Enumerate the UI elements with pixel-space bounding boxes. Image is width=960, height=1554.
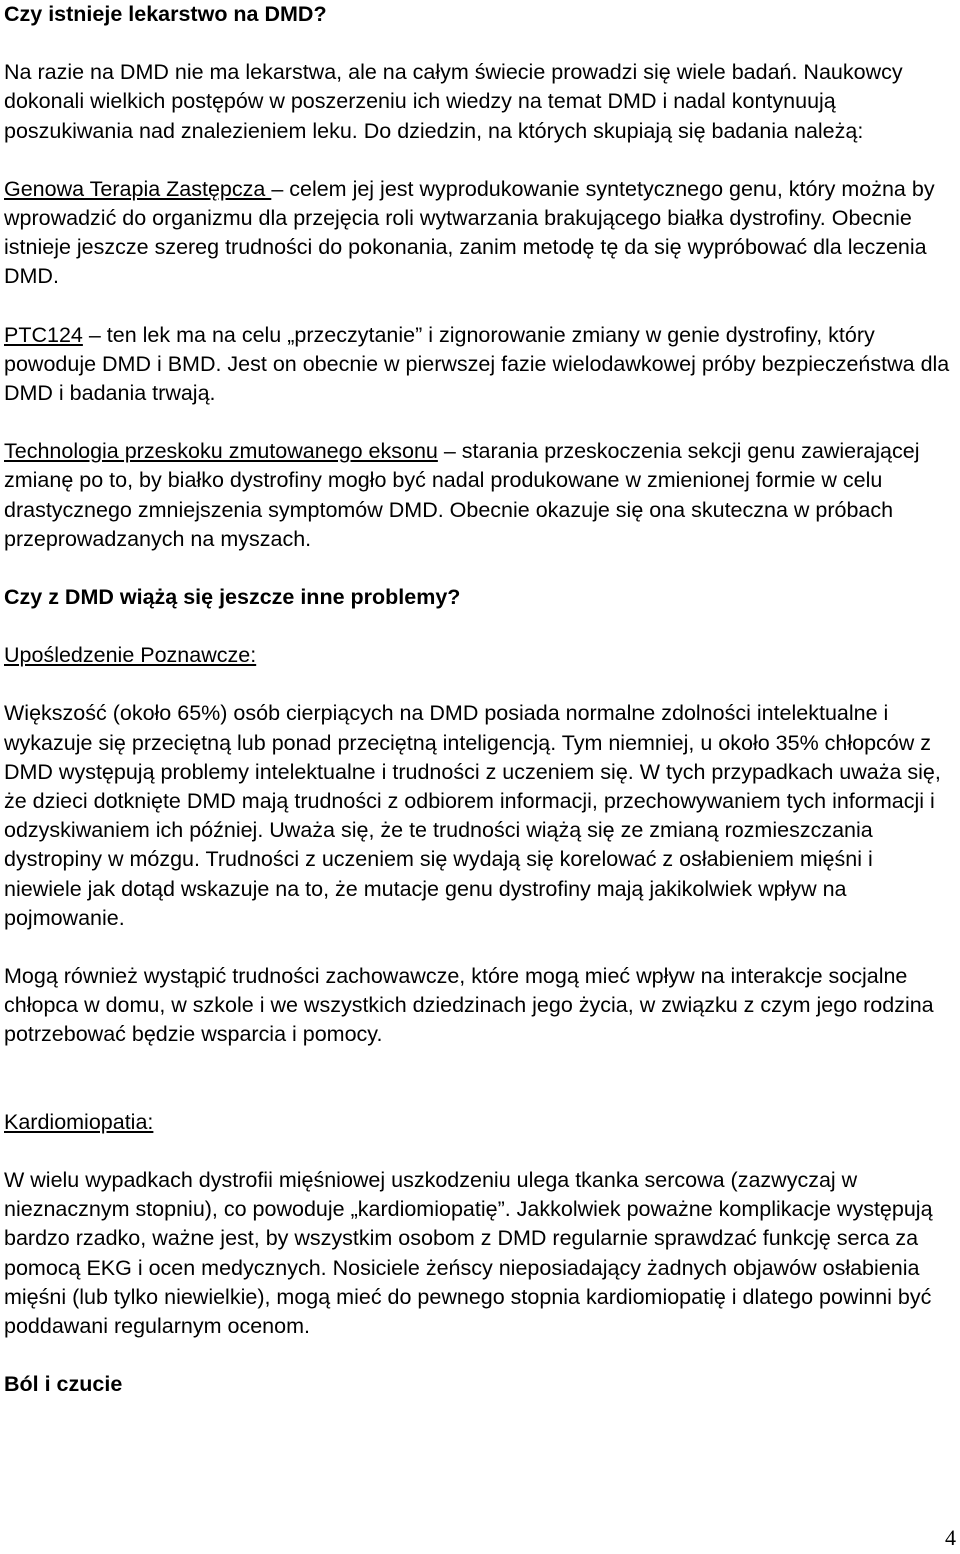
cognitive-heading: Upośledzenie Poznawcze:	[4, 643, 257, 668]
behavior-paragraph: Mogą również wystąpić trudności zachowawcze, które mogą mieć wpływ na interakcje socjalne chłopca w domu, w szkole i we wszystkich dziedzinach jego życia, w związku z czym jego rodzina potrzebować będzie wsparcia i pomocy.	[4, 964, 934, 1047]
gene-therapy-text: – celem jej jest wyprodukowanie syntetycznego genu, który można by wprowadzić do organizmu dla przejęcia roli wytwarzania brakującego białka dystrofiny. Obecnie istnieje jeszcze szereg trudności do pokonania, zanim metodę tę da się wypróbować dla leczenia DMD.	[4, 176, 935, 289]
exon-paragraph	[4, 437, 956, 554]
exon-text: – starania przeskoczenia sekcji genu zawierającej zmianę po to, by białko dystrofiny mogło być nadal produkowane w zmienionej formie w celu drastycznego zmniejszenia symptomów DMD. Obecnie okazuje się ona skuteczna w próbach przeprowadzanych na myszach.	[4, 439, 920, 551]
heading-cure: Czy istnieje lekarstwo na DMD?	[4, 2, 327, 26]
cardio-heading: Kardiomiopatia:	[4, 1109, 154, 1134]
heading-pain: Ból i czucie	[4, 1372, 123, 1397]
cognitive-paragraph: Większość (około 65%) osób cierpiących na DMD posiada normalne zdolności intelektualne i wykazuje się przeciętną lub ponad przeciętną inteligencją. Tym niemniej, u około 35% chłopców z DMD występują problemy intelektualne i trudności z uczeniem się. W tych przypadkach uważa się, że dzieci dotknięte DMD mają trudności z odbiorem informacji, przechowywaniem tych informacji i odzyskiwaniem ich później. Uważa się, że te trudności wiążą się ze zmianą rozmieszczania dystropiny w mózgu. Trudności z uczeniem się wydają się korelować z osłabieniem mięśni i niewiele jak dotąd wskazuje na to, że mutacje genu dystrofiny mają jakikolwiek wpływ na pojmowanie.	[4, 701, 941, 930]
heading-other-problems: Czy z DMD wiążą się jeszcze inne problemy?	[4, 585, 461, 610]
gene-therapy-term: Genowa Terapia Zastępcza	[4, 176, 272, 201]
ptc-term: PTC124	[4, 322, 83, 347]
exon-term: Technologia przeskoku zmutowanego eksonu	[4, 439, 438, 464]
intro-paragraph: Na razie na DMD nie ma lekarstwa, ale na całym świecie prowadzi się wiele badań. Naukowcy dokonali wielkich postępów w poszerzeniu ich wiedzy na temat DMD i nadal kontynuują poszukiwania nad znalezieniem leku. Do dziedzin, na których skupiają się badania należą:	[4, 60, 903, 143]
gene-therapy-paragraph	[4, 175, 956, 292]
ptc-text: – ten lek ma na celu „przeczytanie” i zignorowanie zmiany w genie dystrofiny, który powoduje DMD i BMD. Jest on obecnie w pierwszej fazie wielodawkowej próby bezpieczeństwa dla DMD i badania trwają.	[4, 322, 950, 406]
document-page	[4, 0, 956, 1399]
ptc-paragraph	[4, 321, 956, 409]
cardio-paragraph: W wielu wypadkach dystrofii mięśniowej uszkodzeniu ulega tkanka sercowa (zazwyczaj w nieznacznym stopniu), co powoduje „kardiomiopatię”. Jakkolwiek poważne komplikacje występują bardzo rzadko, ważne jest, by wszystkim osobom z DMD regularnie sprawdzać funkcję serca za pomocą EKG i ocen medycznych. Nosiciele żeńscy nieposiadający żadnych objawów osłabienia mięśni (lub tylko niewielkie), mogą mieć do pewnego stopnia kardiomiopatię i dlatego powinni być poddawani regularnym ocenom.	[4, 1167, 933, 1338]
page-number: 4	[945, 1525, 956, 1550]
